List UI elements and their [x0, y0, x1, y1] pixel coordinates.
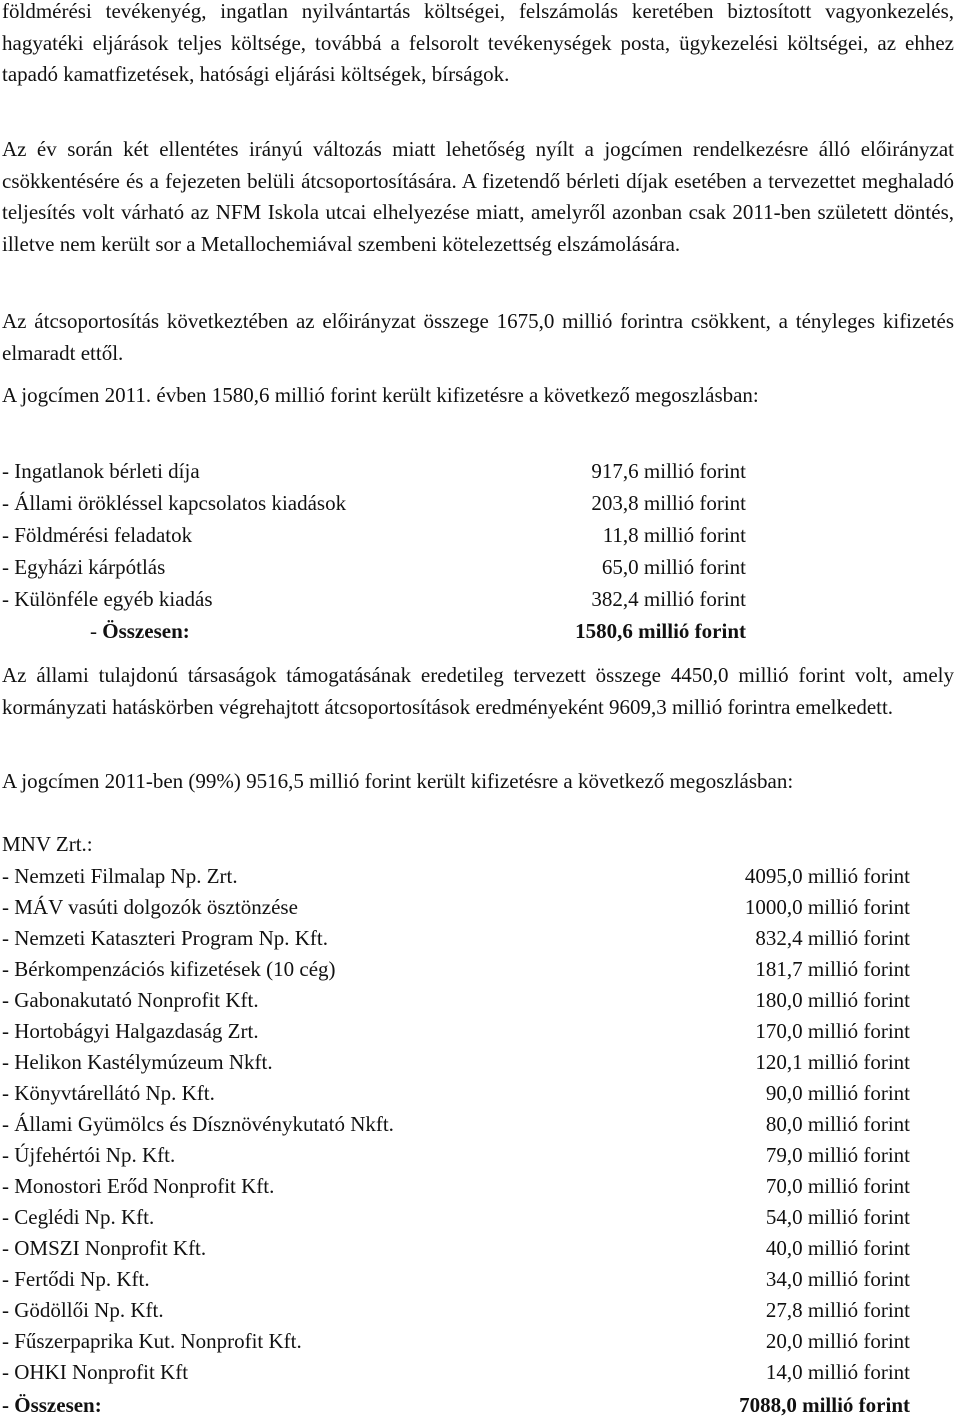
row-label: - OHKI Nonprofit Kft	[2, 1360, 189, 1384]
total-value: 7088,0 millió forint	[739, 1393, 910, 1417]
row-value: 832,4 millió forint	[755, 926, 910, 950]
row-value: 180,0 millió forint	[755, 988, 910, 1012]
row-value: 382,4 millió forint	[591, 587, 746, 611]
paragraph-payment-intro-2: A jogcímen 2011-ben (99%) 9516,5 millió forint került kifizetésre a következő megoszlásban:	[2, 769, 794, 793]
total-label: - Összesen:	[2, 1393, 102, 1417]
row-value: 203,8 millió forint	[591, 491, 746, 515]
row-value: 120,1 millió forint	[755, 1050, 910, 1074]
row-label: - Állami Gyümölcs és Dísznövénykutató Nkft.	[2, 1112, 394, 1136]
row-value: 917,6 millió forint	[591, 459, 746, 483]
row-label: - Gödöllői Np. Kft.	[2, 1298, 164, 1322]
row-label: - Földmérési feladatok	[2, 523, 193, 547]
row-value: 20,0 millió forint	[765, 1329, 910, 1353]
row-label: - Állami örökléssel kapcsolatos kiadások	[2, 491, 347, 515]
row-value: 1000,0 millió forint	[744, 895, 910, 919]
row-value: 54,0 millió forint	[765, 1205, 910, 1229]
row-label: - Nemzeti Filmalap Np. Zrt.	[2, 864, 238, 888]
row-value: 4095,0 millió forint	[744, 864, 910, 888]
row-label: - Egyházi kárpótlás	[2, 555, 166, 579]
row-label: - Fertődi Np. Kft.	[2, 1267, 150, 1291]
row-label: - Gabonakutató Nonprofit Kft.	[2, 988, 259, 1012]
row-value: 79,0 millió forint	[765, 1143, 910, 1167]
total-value: 1580,6 millió forint	[575, 619, 746, 643]
total-label-text: Összesen:	[102, 619, 190, 643]
row-value: 65,0 millió forint	[601, 555, 746, 579]
row-value: 90,0 millió forint	[765, 1081, 910, 1105]
row-label: - Újfehértói Np. Kft.	[2, 1143, 176, 1167]
row-label: - Különféle egyéb kiadás	[2, 587, 213, 611]
row-label: - MÁV vasúti dolgozók ösztönzése	[2, 895, 298, 919]
total-prefix: -	[90, 619, 103, 643]
row-label: - Ceglédi Np. Kft.	[2, 1205, 155, 1229]
row-label: - Fűszerpaprika Kut. Nonprofit Kft.	[2, 1329, 302, 1353]
paragraph-costs-list: földmérési tevékenyég, ingatlan nyilvántartás költségei, felszámolás keretében biztosított vagyonkezelés, hagyatéki eljárások teljes költsége, továbbá a felsorolt tevékenységek posta, ügykezelési költségei, az ehhez tapadó kamatfizetések, hatósági eljárási költségek, bírságok.	[2, 0, 954, 86]
paragraph-reallocation: Az átcsoportosítás következtében az előirányzat összege 1675,0 millió forintra csökkent, a tényleges kifizetés elmaradt ettől.	[2, 309, 954, 365]
row-label: - OMSZI Nonprofit Kft.	[2, 1236, 207, 1260]
row-label: - Nemzeti Kataszteri Program Np. Kft.	[2, 926, 328, 950]
row-label: - Ingatlanok bérleti díja	[2, 459, 200, 483]
row-value: 40,0 millió forint	[765, 1236, 910, 1260]
paragraph-state-companies: Az állami tulajdonú társaságok támogatásának eredetileg tervezett összege 4450,0 millió forint volt, amely kormányzati hatáskörben végrehajtott átcsoportosítások eredményeként 9609,3 millió forintra emelkedett.	[2, 663, 954, 719]
row-label: - Könyvtárellátó Np. Kft.	[2, 1081, 215, 1105]
row-value: 80,0 millió forint	[765, 1112, 910, 1136]
row-label: - Bérkompenzációs kifizetések (10 cég)	[2, 957, 336, 981]
row-label: - Helikon Kastélymúzeum Nkft.	[2, 1050, 273, 1074]
paragraph-payment-intro: A jogcímen 2011. évben 1580,6 millió forint került kifizetésre a következő megoszlásban:	[2, 383, 759, 407]
row-value: 181,7 millió forint	[755, 957, 910, 981]
mnv-heading: MNV Zrt.:	[2, 832, 93, 856]
row-label: - Hortobágyi Halgazdaság Zrt.	[2, 1019, 259, 1043]
row-value: 14,0 millió forint	[765, 1360, 910, 1384]
row-value: 34,0 millió forint	[765, 1267, 910, 1291]
paragraph-changes: Az év során két ellentétes irányú változás miatt lehetőség nyílt a jogcímen rendelkezésre álló előirányzat csökkentésére és a fejezeten belüli átcsoportosítására. A fizetendő bérleti díjak esetében a tervezettet meghaladó teljesítés volt várható az NFM Iskola utcai elhelyezése miatt, amelyről azonban csak 2011-ben született döntés, illetve nem került sor a Metallochemiával szembeni kötelezettség elszámolására.	[2, 137, 954, 256]
row-value: 170,0 millió forint	[755, 1019, 910, 1043]
row-value: 27,8 millió forint	[765, 1298, 910, 1322]
row-value: 11,8 millió forint	[602, 523, 746, 547]
row-value: 70,0 millió forint	[765, 1174, 910, 1198]
row-label: - Monostori Erőd Nonprofit Kft.	[2, 1174, 275, 1198]
